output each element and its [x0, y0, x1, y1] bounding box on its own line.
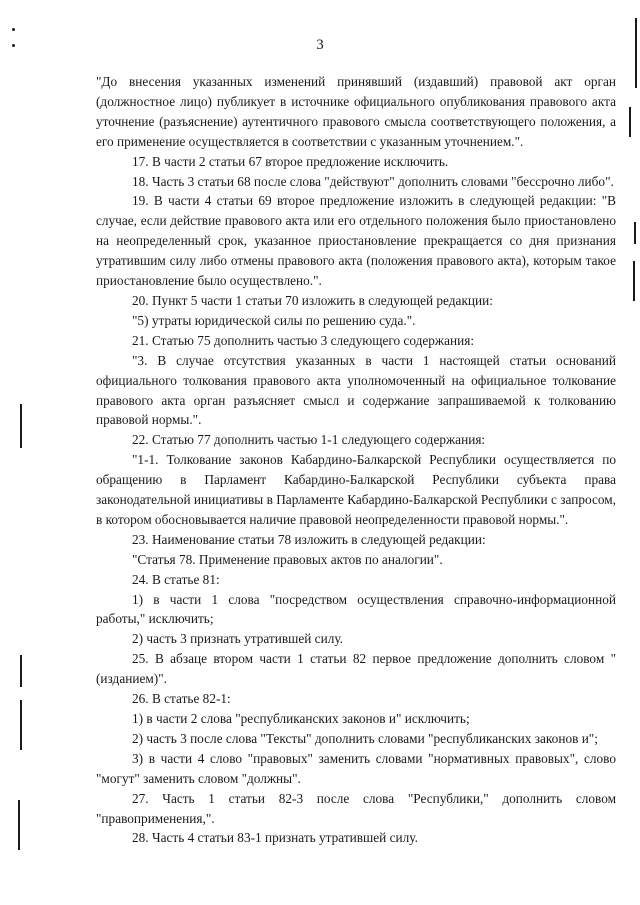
- paragraph: 2) часть 3 после слова "Тексты" дополнить словами "республиканских законов и";: [132, 730, 598, 746]
- paragraph: 21. Статью 75 дополнить частью 3 следующего содержания:: [132, 332, 475, 348]
- paragraph: 25. В абзаце втором части 1 статьи 82 первое предложение дополнить словом "(изданием)".: [96, 651, 616, 687]
- paragraph: "До внесения указанных изменений принявший (издавший) правовой акт орган (должностное лицо) публикует в источнике официального опубликования правового акта уточнение (разъяснение) аутентичного правового смысла соответствующего положения, а его применение осуществляется в соответствии с указанным уточнением.".: [96, 74, 616, 149]
- page-number: 3: [316, 37, 324, 53]
- paragraph: 26. В статье 82-1:: [132, 691, 231, 707]
- scan-edge-line: [633, 261, 635, 301]
- paragraph: 28. Часть 4 статьи 83-1 признать утратившей силу.: [132, 830, 418, 846]
- paragraph: 23. Наименование статьи 78 изложить в следующей редакции:: [132, 531, 486, 547]
- scan-speck: [12, 28, 15, 31]
- paragraph: 22. Статью 77 дополнить частью 1-1 следующего содержания:: [132, 432, 486, 448]
- paragraph: "1-1. Толкование законов Кабардино-Балкарской Республики осуществляется по обращению в Парламент Кабардино-Балкарской Республики субъекта права законодательной инициативы в Парламенте Кабардино-Балкарской Республики с запросом, в котором обосновывается наличие правовой неопределенности правовой нормы.".: [96, 452, 616, 527]
- paragraph: "3. В случае отсутствия указанных в части 1 настоящей статьи оснований официального толкования правового акта уполномоченный на официальное толкование правового акта орган разъясняет смысл и содержание запрашиваемой к толкованию правовой нормы.".: [96, 352, 616, 428]
- paragraph: 1) в части 1 слова "посредством осуществления справочно-информационной работы," исключить;: [96, 591, 616, 627]
- paragraph: 20. Пункт 5 части 1 статьи 70 изложить в следующей редакции:: [132, 292, 493, 308]
- scan-edge-line: [20, 404, 22, 448]
- scan-edge-line: [20, 700, 22, 750]
- scan-edge-line: [18, 800, 20, 850]
- paragraph: 2) часть 3 признать утратившей силу.: [132, 631, 343, 647]
- paragraph: 19. В части 4 статьи 69 второе предложение изложить в следующей редакции: "В случае, если действие правового акта или его отдельного положения было приостановлено на неопределенный срок, указанное приостановление прекращается со дня признания утратившим силу либо отмены правового акта (положения правового акта), которым такое приостановление было осуществлено.".: [96, 193, 616, 289]
- scan-edge-line: [20, 655, 22, 687]
- document-body: [96, 72, 616, 848]
- paragraph: "5) утраты юридической силы по решению суда.".: [132, 312, 416, 328]
- paragraph: 27. Часть 1 статьи 82-3 после слова "Республики," дополнить словом "правоприменения,".: [96, 790, 616, 826]
- paragraph: 17. В части 2 статьи 67 второе предложение исключить.: [132, 153, 449, 169]
- scan-edge-line: [634, 222, 636, 244]
- paragraph: 1) в части 2 слова "республиканских законов и" исключить;: [132, 711, 470, 726]
- paragraph: 3) в части 4 слово "правовых" заменить словами "нормативных правовых", слово "могут" заменить словом "должны".: [96, 750, 616, 786]
- paragraph: 24. В статье 81:: [132, 571, 220, 587]
- scan-edge-line: [629, 107, 631, 137]
- paragraph: "Статья 78. Применение правовых актов по аналогии".: [132, 551, 443, 567]
- paragraph: 18. Часть 3 статьи 68 после слова "действуют" дополнить словами "бессрочно либо".: [132, 173, 614, 189]
